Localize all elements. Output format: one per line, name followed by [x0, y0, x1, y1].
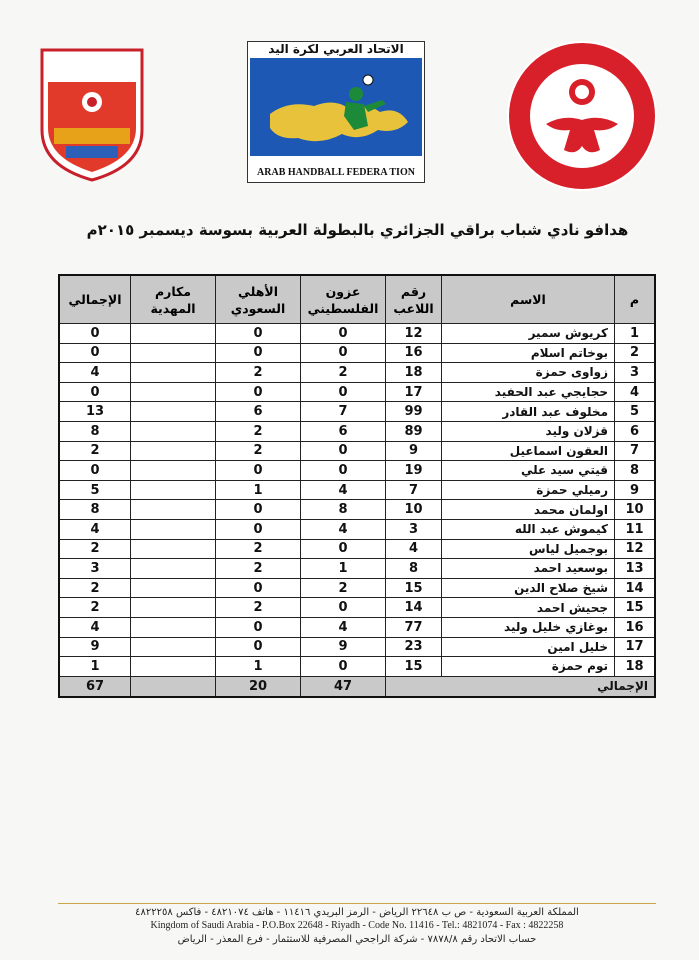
totals-makarim	[131, 676, 216, 697]
goals-azzoun: 8	[301, 500, 386, 520]
goals-makarim	[131, 578, 216, 598]
goals-total: 8	[59, 421, 131, 441]
player-number: 23	[386, 637, 442, 657]
goals-makarim	[131, 559, 216, 579]
player-name: بوغازي خليل وليد	[442, 617, 615, 637]
goals-total: 4	[59, 617, 131, 637]
table-row	[59, 363, 655, 383]
row-index: 9	[615, 480, 656, 500]
goals-ahli: 2	[216, 441, 301, 461]
player-name: اولمان محمد	[442, 500, 615, 520]
goals-makarim	[131, 343, 216, 363]
header-ahli: الأهلي السعودي	[216, 275, 301, 324]
goals-total: 0	[59, 461, 131, 481]
goals-azzoun: 0	[301, 657, 386, 677]
row-index: 17	[615, 637, 656, 657]
goals-makarim	[131, 461, 216, 481]
table-row	[59, 539, 655, 559]
player-name: خليل امين	[442, 637, 615, 657]
goals-azzoun: 2	[301, 578, 386, 598]
goals-total: 1	[59, 657, 131, 677]
goals-makarim	[131, 363, 216, 383]
goals-azzoun: 4	[301, 519, 386, 539]
row-index: 13	[615, 559, 656, 579]
player-name: قيتي سيد علي	[442, 461, 615, 481]
row-index: 14	[615, 578, 656, 598]
player-name: بوجميل لياس	[442, 539, 615, 559]
goals-makarim	[131, 657, 216, 677]
table-row	[59, 519, 655, 539]
goals-total: 2	[59, 598, 131, 618]
footer-divider	[58, 903, 656, 904]
arab-federation-english-name: ARAB HANDBALL FEDERA TION	[257, 167, 415, 178]
footer-bank-account: حساب الاتحاد رقم ٧٨٧٨/٨ - شركة الراجحي المصرفية للاستثمار - فرع المعذر - الرياض	[177, 934, 537, 945]
goals-azzoun: 6	[301, 421, 386, 441]
goals-total: 2	[59, 578, 131, 598]
player-name: رميلي حمزة	[442, 480, 615, 500]
header-total: الإجمالي	[59, 275, 131, 324]
player-number: 17	[386, 382, 442, 402]
table-row	[59, 559, 655, 579]
row-index: 16	[615, 617, 656, 637]
tournament-logo	[38, 42, 146, 182]
player-number: 18	[386, 363, 442, 383]
player-number: 4	[386, 539, 442, 559]
table-row	[59, 421, 655, 441]
player-number: 12	[386, 324, 442, 344]
player-name: مخلوف عبد القادر	[442, 402, 615, 422]
goals-total: 8	[59, 500, 131, 520]
player-name: شيخ صلاح الدين	[442, 578, 615, 598]
goals-makarim	[131, 519, 216, 539]
player-name: زواوى حمزة	[442, 363, 615, 383]
header-index: م	[615, 275, 656, 324]
goals-ahli: 0	[216, 461, 301, 481]
goals-ahli: 0	[216, 382, 301, 402]
table-row	[59, 480, 655, 500]
table-row	[59, 343, 655, 363]
player-number: 10	[386, 500, 442, 520]
goals-makarim	[131, 421, 216, 441]
goals-ahli: 0	[216, 500, 301, 520]
header-azzoun: عزون الفلسطيني	[301, 275, 386, 324]
player-name: كيموش عبد الله	[442, 519, 615, 539]
row-index: 5	[615, 402, 656, 422]
goals-ahli: 2	[216, 363, 301, 383]
goals-total: 0	[59, 382, 131, 402]
player-number: 15	[386, 657, 442, 677]
goals-azzoun: 0	[301, 598, 386, 618]
table-header-row	[59, 275, 655, 324]
goals-total: 0	[59, 324, 131, 344]
footer-arabic-address: المملكة العربية السعودية - ص ب ٢٢٦٤٨ الرياض - الرمز البريدي ١١٤١٦ - هاتف ٤٨٢١٠٧٤ - فاكس ٤٨٢٢٢٥٨	[135, 907, 579, 918]
footer-english-address: Kingdom of Saudi Arabia - P.O.Box 22648 - Riyadh - Code No. 11416 - Tel.: 4821074 - Fax : 4822258	[150, 920, 564, 931]
arab-handball-federation-logo	[247, 41, 425, 183]
player-number: 89	[386, 421, 442, 441]
table-row	[59, 578, 655, 598]
goals-ahli: 6	[216, 402, 301, 422]
goals-ahli: 0	[216, 617, 301, 637]
goals-makarim	[131, 441, 216, 461]
goals-ahli: 2	[216, 559, 301, 579]
header-makarim: مكارم المهدية	[131, 275, 216, 324]
row-index: 2	[615, 343, 656, 363]
goals-azzoun: 1	[301, 559, 386, 579]
player-number: 8	[386, 559, 442, 579]
goals-azzoun: 2	[301, 363, 386, 383]
player-number: 15	[386, 578, 442, 598]
player-number: 99	[386, 402, 442, 422]
document-title: هدافو نادي شباب براقي الجزائري بالبطولة العربية بسوسة ديسمبر ٢٠١٥م	[86, 221, 629, 239]
goals-makarim	[131, 539, 216, 559]
goals-total: 2	[59, 539, 131, 559]
header-name: الاسم	[442, 275, 615, 324]
row-index: 4	[615, 382, 656, 402]
row-index: 6	[615, 421, 656, 441]
player-number: 19	[386, 461, 442, 481]
goals-azzoun: 7	[301, 402, 386, 422]
player-number: 3	[386, 519, 442, 539]
goals-makarim	[131, 500, 216, 520]
goals-makarim	[131, 617, 216, 637]
row-index: 8	[615, 461, 656, 481]
goals-total: 13	[59, 402, 131, 422]
goals-azzoun: 0	[301, 324, 386, 344]
goals-azzoun: 4	[301, 480, 386, 500]
goals-total: 2	[59, 441, 131, 461]
totals-row	[59, 676, 655, 697]
goals-ahli: 1	[216, 480, 301, 500]
row-index: 7	[615, 441, 656, 461]
goals-azzoun: 0	[301, 441, 386, 461]
goals-azzoun: 0	[301, 382, 386, 402]
goals-total: 4	[59, 519, 131, 539]
row-index: 18	[615, 657, 656, 677]
arab-federation-arabic-name: الاتحاد العربي لكرة اليد	[268, 42, 404, 56]
table-row	[59, 598, 655, 618]
goals-makarim	[131, 382, 216, 402]
table-row	[59, 324, 655, 344]
goals-azzoun: 0	[301, 343, 386, 363]
goals-azzoun: 0	[301, 461, 386, 481]
goals-ahli: 0	[216, 343, 301, 363]
goals-ahli: 2	[216, 421, 301, 441]
goals-total: 5	[59, 480, 131, 500]
table-row	[59, 500, 655, 520]
row-index: 1	[615, 324, 656, 344]
totals-azzoun: 47	[301, 676, 386, 697]
goals-ahli: 0	[216, 578, 301, 598]
goals-azzoun: 0	[301, 539, 386, 559]
goals-ahli: 0	[216, 324, 301, 344]
player-number: 7	[386, 480, 442, 500]
goals-total: 3	[59, 559, 131, 579]
goals-azzoun: 4	[301, 617, 386, 637]
scorers-table	[58, 274, 656, 698]
table-row	[59, 441, 655, 461]
goals-ahli: 1	[216, 657, 301, 677]
goals-makarim	[131, 480, 216, 500]
row-index: 3	[615, 363, 656, 383]
player-name: بوخاتم اسلام	[442, 343, 615, 363]
goals-ahli: 0	[216, 519, 301, 539]
table-row	[59, 382, 655, 402]
row-index: 11	[615, 519, 656, 539]
row-index: 10	[615, 500, 656, 520]
goals-total: 9	[59, 637, 131, 657]
goals-makarim	[131, 637, 216, 657]
player-number: 9	[386, 441, 442, 461]
goals-makarim	[131, 324, 216, 344]
player-number: 77	[386, 617, 442, 637]
goals-makarim	[131, 402, 216, 422]
player-name: العقون اسماعيل	[442, 441, 615, 461]
goals-total: 0	[59, 343, 131, 363]
row-index: 15	[615, 598, 656, 618]
totals-label: الإجمالي	[386, 676, 656, 697]
player-number: 16	[386, 343, 442, 363]
player-name: قزلان وليد	[442, 421, 615, 441]
goals-ahli: 0	[216, 637, 301, 657]
row-index: 12	[615, 539, 656, 559]
player-number: 14	[386, 598, 442, 618]
player-name: بوسعيد احمد	[442, 559, 615, 579]
goals-ahli: 2	[216, 539, 301, 559]
goals-total: 4	[59, 363, 131, 383]
goals-makarim	[131, 598, 216, 618]
player-name: كريوش سمير	[442, 324, 615, 344]
table-row	[59, 617, 655, 637]
table-row	[59, 402, 655, 422]
totals-total: 67	[59, 676, 131, 697]
header-player-number: رقم اللاعب	[386, 275, 442, 324]
table-row	[59, 637, 655, 657]
player-name: توم حمزة	[442, 657, 615, 677]
totals-ahli: 20	[216, 676, 301, 697]
player-name: جحيش احمد	[442, 598, 615, 618]
table-row	[59, 657, 655, 677]
tunisian-handball-federation-logo	[504, 38, 660, 194]
goals-azzoun: 9	[301, 637, 386, 657]
goals-ahli: 2	[216, 598, 301, 618]
player-name: حجايجي عبد الحفيد	[442, 382, 615, 402]
table-row	[59, 461, 655, 481]
